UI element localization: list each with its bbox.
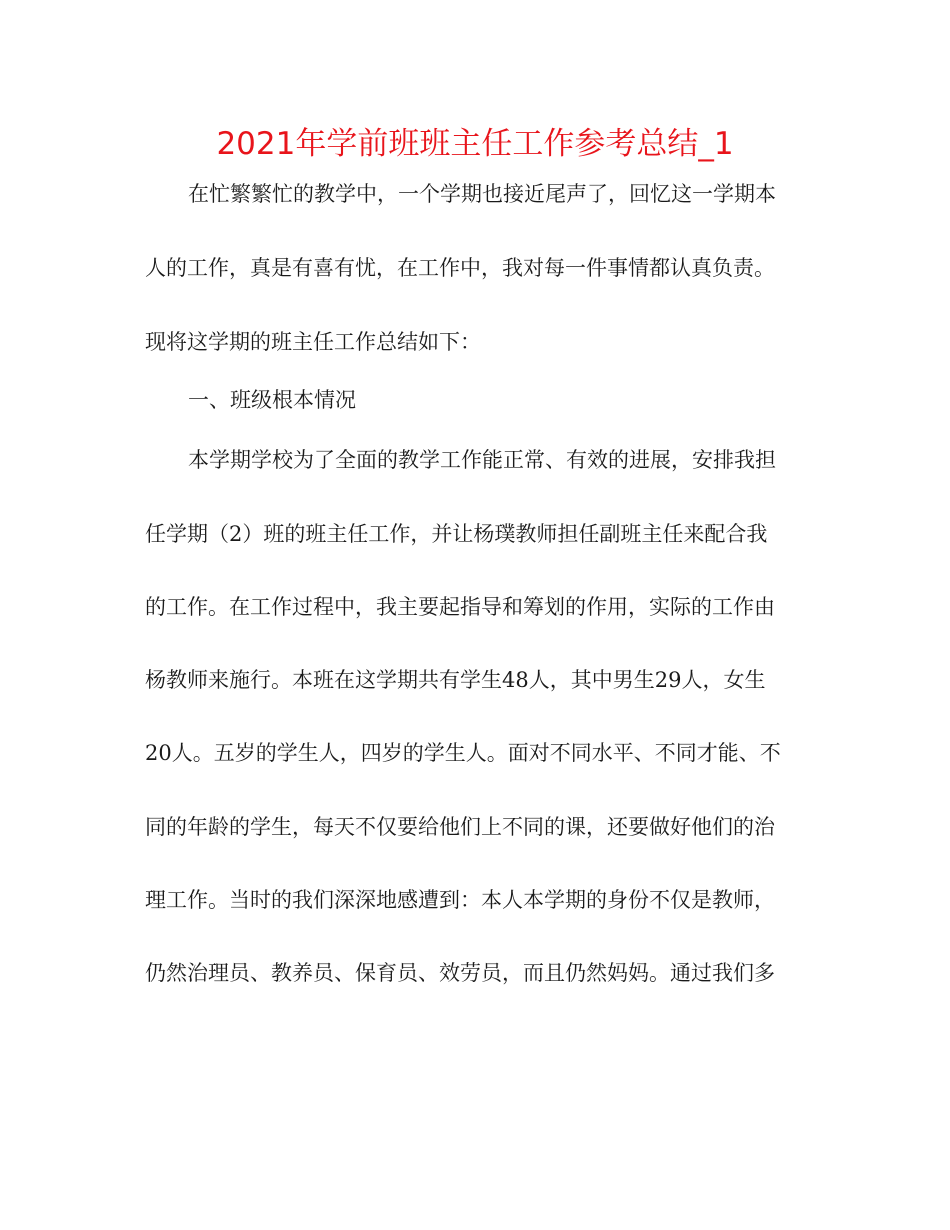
document-title: 2021年学前班班主任工作参考总结_1 <box>216 126 734 162</box>
paragraph-line: 杨教师来施行。本班在这学期共有学生48人，其中男生29人，女生 <box>145 668 766 692</box>
paragraph-line: 现将这学期的班主任工作总结如下： <box>145 330 481 354</box>
paragraph-line: 20人。五岁的学生人，四岁的学生人。面对不同水平、不同才能、不 <box>145 741 781 765</box>
paragraph-line: 人的工作，真是有喜有忧，在工作中，我对每一件事情都认真负责。 <box>145 256 775 280</box>
paragraph-line: 本学期学校为了全面的教学工作能正常、有效的进展，安排我担 <box>188 448 776 472</box>
paragraph-line: 的工作。在工作过程中，我主要起指导和筹划的作用，实际的工作由 <box>145 595 775 619</box>
paragraph-line: 理工作。当时的我们深深地感遭到：本人本学期的身份不仅是教师， <box>145 888 775 912</box>
section-heading: 一、班级根本情况 <box>188 388 356 412</box>
paragraph-line: 任学期（2）班的班主任工作，并让杨璞教师担任副班主任来配合我 <box>145 522 768 546</box>
paragraph-line: 在忙繁繁忙的教学中，一个学期也接近尾声了，回忆这一学期本 <box>188 182 776 206</box>
paragraph-line: 仍然治理员、教养员、保育员、效劳员，而且仍然妈妈。通过我们多 <box>145 961 775 985</box>
paragraph-line: 同的年龄的学生，每天不仅要给他们上不同的课，还要做好他们的治 <box>145 815 775 839</box>
